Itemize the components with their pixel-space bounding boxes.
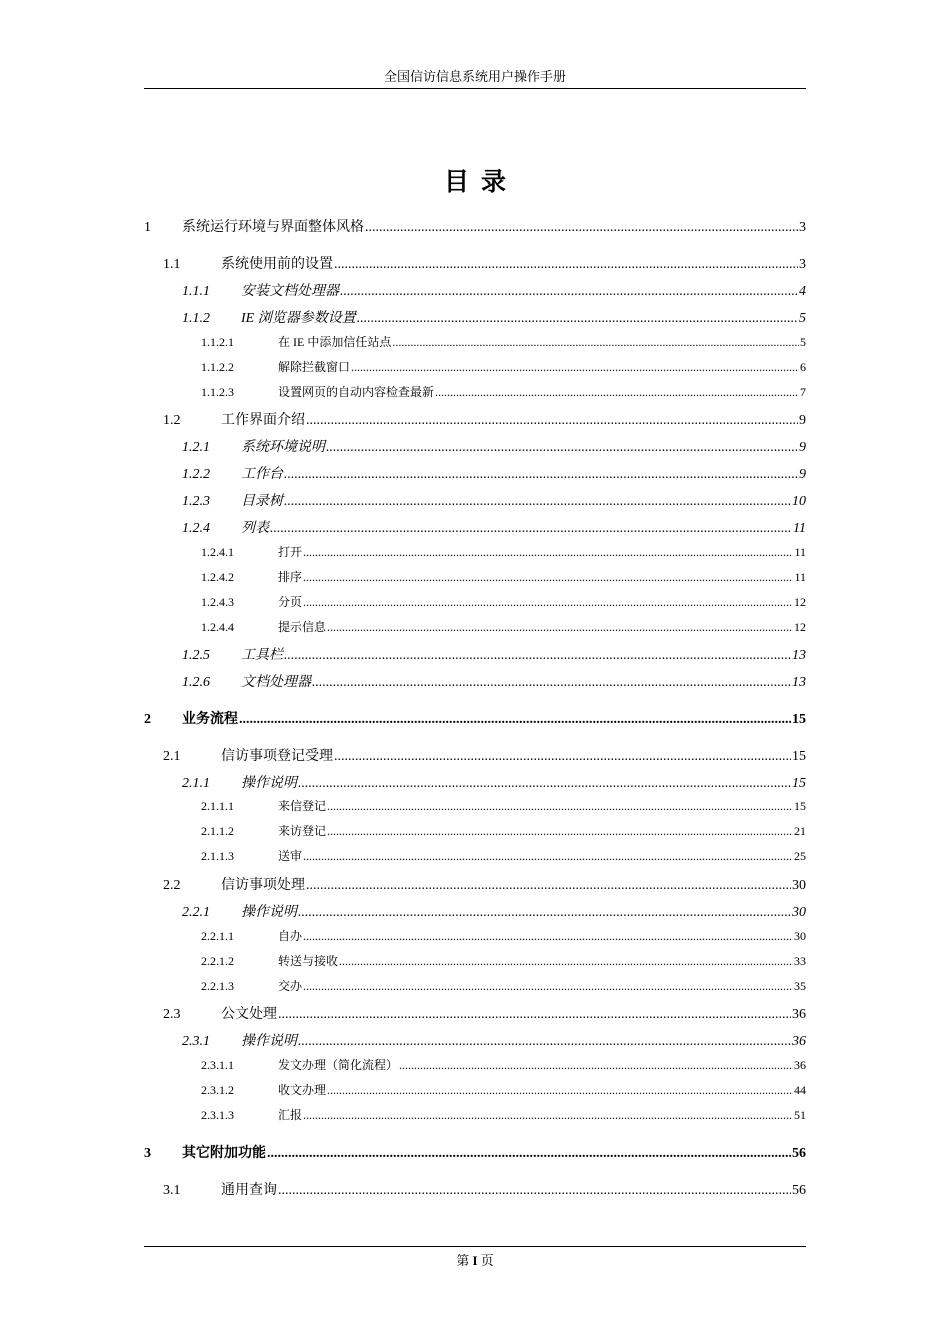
toc-entry-page: 7	[800, 385, 806, 399]
toc-entry[interactable]	[144, 436, 806, 458]
toc-entry-page: 30	[792, 905, 806, 920]
toc-leader-dots	[303, 979, 793, 994]
toc-entry-number: 2.2.1.1	[201, 929, 234, 943]
toc-entry-number: 2.2.1	[182, 905, 210, 920]
toc-entry-page: 36	[792, 1007, 806, 1022]
toc-leader-dots	[306, 413, 798, 429]
toc-entry[interactable]	[144, 383, 806, 403]
toc-entry-label: 通用查询	[221, 1183, 277, 1198]
toc-entry-page: 15	[792, 776, 806, 791]
toc-entry-page: 5	[799, 311, 806, 326]
toc-entry-label: 信访事项登记受理	[221, 749, 333, 764]
toc-entry[interactable]	[144, 568, 806, 588]
toc-entry-number: 1.1.2.2	[201, 360, 234, 374]
toc-leader-dots	[267, 1146, 791, 1162]
toc-entry-number: 2.1.1.1	[201, 799, 234, 813]
toc-entry-label: 打开	[278, 545, 303, 559]
toc-leader-dots	[303, 595, 793, 610]
toc-leader-dots	[298, 1034, 791, 1050]
toc-leader-dots	[392, 335, 799, 350]
toc-entry-number: 1.2	[163, 413, 181, 428]
toc-entry[interactable]	[144, 543, 806, 563]
toc-entry-page: 36	[794, 1058, 806, 1072]
toc-entry-label: 安装文档处理器	[241, 284, 339, 299]
toc-leader-dots	[351, 360, 799, 375]
toc-entry-number: 2.3	[163, 1007, 181, 1022]
toc-entry-page: 3	[799, 257, 806, 272]
toc-entry-page: 10	[792, 494, 806, 509]
toc-entry-page: 30	[792, 878, 806, 893]
footer-page-number: I	[472, 1253, 478, 1268]
toc-entry-label: 转送与接收	[278, 954, 339, 968]
toc-leader-dots	[298, 776, 791, 792]
toc-entry-number: 3	[144, 1146, 151, 1161]
toc-entry-label: IE 浏览器参数设置	[241, 311, 356, 326]
toc-leader-dots	[399, 1058, 793, 1073]
toc-entry-label: 其它附加功能	[182, 1146, 266, 1161]
toc-entry-label: 系统运行环境与界面整体风格	[182, 220, 364, 235]
toc-entry-page: 30	[794, 929, 806, 943]
toc-entry[interactable]	[144, 671, 806, 693]
toc-entry[interactable]	[144, 307, 806, 329]
toc-entry-page: 21	[794, 824, 806, 838]
footer-prefix: 第	[456, 1253, 470, 1268]
toc-entry-label: 信访事项处理	[221, 878, 305, 893]
toc-leader-dots	[339, 954, 793, 969]
toc-entry-page: 9	[799, 413, 806, 428]
toc-entry-number: 1.2.4.4	[201, 620, 234, 634]
toc-entry-label: 分页	[278, 595, 303, 609]
toc-entry-number: 2	[144, 712, 151, 727]
toc-entry-label: 设置网页的自动内容检查最新	[278, 385, 435, 399]
toc-entry-page: 12	[794, 595, 806, 609]
toc-entry[interactable]	[144, 708, 806, 730]
toc-entry-label: 业务流程	[182, 712, 238, 727]
toc-entry-label: 操作说明	[241, 905, 297, 920]
toc-entry[interactable]	[144, 1179, 806, 1201]
toc-entry[interactable]	[144, 847, 806, 867]
toc-entry-number: 1.2.2	[182, 467, 210, 482]
toc-title: 目录	[443, 169, 518, 196]
footer-suffix: 页	[480, 1253, 494, 1268]
toc-entry[interactable]	[144, 253, 806, 275]
toc-entry[interactable]	[144, 797, 806, 817]
toc-entry-page: 44	[794, 1083, 806, 1097]
toc-entry-label: 工作台	[241, 467, 283, 482]
toc-entry-label: 收文办理	[278, 1083, 327, 1097]
toc-leader-dots	[284, 494, 791, 510]
toc-entry[interactable]	[144, 216, 806, 238]
toc-entry-page: 13	[792, 675, 806, 690]
toc-entry-page: 35	[794, 979, 806, 993]
toc-leader-dots	[312, 675, 791, 691]
toc-entry-label: 解除拦截窗口	[278, 360, 351, 374]
toc-entry-label: 提示信息	[278, 620, 327, 634]
toc-leader-dots	[303, 545, 793, 560]
toc-entry[interactable]	[144, 822, 806, 842]
toc-entry-page: 9	[799, 467, 806, 482]
toc-entry-label: 自办	[278, 929, 303, 943]
toc-entry-label: 工作界面介绍	[221, 413, 305, 428]
toc-leader-dots	[357, 311, 798, 327]
toc-entry-number: 2.2	[163, 878, 181, 893]
toc-leader-dots	[327, 824, 793, 839]
toc-entry-number: 2.3.1	[182, 1034, 210, 1049]
toc-entry-number: 1.1	[163, 257, 181, 272]
toc-entry-page: 13	[792, 648, 806, 663]
toc-entry[interactable]	[144, 333, 806, 353]
toc-leader-dots	[327, 1083, 793, 1098]
toc-entry-number: 1.2.4.2	[201, 570, 234, 584]
toc-entry-page: 15	[792, 712, 806, 727]
page-header	[144, 66, 806, 89]
toc-entry[interactable]	[144, 745, 806, 767]
toc-entry-label: 在 IE 中添加信任站点	[278, 335, 392, 349]
toc-entry-number: 2.1.1.3	[201, 849, 234, 863]
toc-entry-number: 2.1.1.2	[201, 824, 234, 838]
toc-leader-dots	[303, 1108, 793, 1123]
toc-entry-number: 2.1.1	[182, 776, 210, 791]
page-footer	[144, 1246, 806, 1269]
toc-entry-label: 公文处理	[221, 1007, 277, 1022]
toc-entry-label: 列表	[241, 521, 269, 536]
toc-entry-number: 1.2.1	[182, 440, 210, 455]
toc-entry-label: 排序	[278, 570, 303, 584]
toc-entry-number: 1.1.2	[182, 311, 210, 326]
toc-entry[interactable]	[144, 593, 806, 613]
toc-leader-dots	[334, 257, 798, 273]
toc-entry[interactable]	[144, 1142, 806, 1164]
toc-entry-page: 11	[794, 545, 806, 559]
toc-entry-page: 15	[794, 799, 806, 813]
toc-leader-dots	[278, 1183, 791, 1199]
toc-leader-dots	[340, 284, 798, 300]
toc-leader-dots	[270, 521, 792, 537]
toc-entry-label: 工具栏	[241, 648, 283, 663]
toc-entry-number: 1.1.1	[182, 284, 210, 299]
toc-entry-label: 发文办理（简化流程）	[278, 1058, 399, 1072]
toc-entry-page: 36	[792, 1034, 806, 1049]
toc-entry[interactable]	[144, 1081, 806, 1101]
toc-entry-page: 5	[800, 335, 806, 349]
toc-entry-page: 51	[794, 1108, 806, 1122]
toc-entry-label: 送审	[278, 849, 303, 863]
toc-entry-label: 汇报	[278, 1108, 303, 1122]
toc-entry-number: 2.3.1.1	[201, 1058, 234, 1072]
toc-entry-number: 2.2.1.2	[201, 954, 234, 968]
toc-entry-number: 1	[144, 220, 151, 235]
toc-entry[interactable]	[144, 874, 806, 896]
toc-entry-label: 来信登记	[278, 799, 327, 813]
toc-entry[interactable]	[144, 952, 806, 972]
toc-entry-page: 3	[799, 220, 806, 235]
toc-entry[interactable]	[144, 517, 806, 539]
toc-entry-label: 系统使用前的设置	[221, 257, 333, 272]
toc-entry[interactable]	[144, 463, 806, 485]
toc-entry[interactable]	[144, 358, 806, 378]
toc-entry[interactable]	[144, 280, 806, 302]
toc-entry[interactable]	[144, 618, 806, 638]
toc-entry-label: 来访登记	[278, 824, 327, 838]
toc-leader-dots	[284, 648, 791, 664]
toc-entry-page: 25	[794, 849, 806, 863]
toc-leader-dots	[327, 799, 793, 814]
toc-leader-dots	[435, 385, 799, 400]
toc-leader-dots	[306, 878, 791, 894]
toc-leader-dots	[303, 849, 793, 864]
toc-entry-page: 33	[794, 954, 806, 968]
toc-entry-number: 1.2.3	[182, 494, 210, 509]
toc-leader-dots	[303, 570, 793, 585]
toc-entry[interactable]	[144, 1003, 806, 1025]
toc-entry[interactable]	[144, 1030, 806, 1052]
toc-entry[interactable]	[144, 772, 806, 794]
toc-entry-page: 15	[792, 749, 806, 764]
toc-entry-number: 3.1	[163, 1183, 181, 1198]
toc-entry[interactable]	[144, 644, 806, 666]
toc-leader-dots	[303, 929, 793, 944]
header-text: 全国信访信息系统用户操作手册	[383, 69, 566, 84]
toc-entry-number: 1.2.4.3	[201, 595, 234, 609]
toc-entry-number: 2.2.1.3	[201, 979, 234, 993]
toc-entry-number: 1.2.6	[182, 675, 210, 690]
toc-entry-number: 2.3.1.2	[201, 1083, 234, 1097]
toc-entry-label: 操作说明	[241, 776, 297, 791]
toc-entry-page: 11	[794, 570, 806, 584]
toc-entry-page: 56	[792, 1183, 806, 1198]
toc-entry[interactable]	[144, 1056, 806, 1076]
toc-leader-dots	[278, 1007, 791, 1023]
toc-entry[interactable]	[144, 1106, 806, 1126]
toc-entry-page: 9	[799, 440, 806, 455]
toc-entry-page: 12	[794, 620, 806, 634]
toc-entry[interactable]	[144, 409, 806, 431]
toc-entry-label: 目录树	[241, 494, 283, 509]
toc-entry[interactable]	[144, 977, 806, 997]
toc-entry-label: 文档处理器	[241, 675, 311, 690]
toc-leader-dots	[298, 905, 791, 921]
toc-leader-dots	[284, 467, 798, 483]
toc-entry-page: 4	[799, 284, 806, 299]
toc-entry-number: 1.2.4.1	[201, 545, 234, 559]
toc-entry[interactable]	[144, 490, 806, 512]
toc-leader-dots	[327, 620, 793, 635]
toc-entry[interactable]	[144, 927, 806, 947]
toc-entry[interactable]	[144, 901, 806, 923]
toc-leader-dots	[365, 220, 798, 236]
toc-entry-label: 交办	[278, 979, 303, 993]
toc-leader-dots	[334, 749, 791, 765]
toc-entry-page: 6	[800, 360, 806, 374]
toc-entry-number: 1.2.4	[182, 521, 210, 536]
toc-entry-number: 1.2.5	[182, 648, 210, 663]
toc-entry-number: 1.1.2.3	[201, 385, 234, 399]
toc-entry-label: 操作说明	[241, 1034, 297, 1049]
toc-entry-page: 56	[792, 1146, 806, 1161]
toc-entry-number: 1.1.2.1	[201, 335, 234, 349]
toc-leader-dots	[239, 712, 791, 728]
toc-entry-label: 系统环境说明	[241, 440, 325, 455]
toc-entry-page: 11	[793, 521, 806, 536]
toc-entry-number: 2.1	[163, 749, 181, 764]
toc-entry-number: 2.3.1.3	[201, 1108, 234, 1122]
toc-leader-dots	[326, 440, 798, 456]
